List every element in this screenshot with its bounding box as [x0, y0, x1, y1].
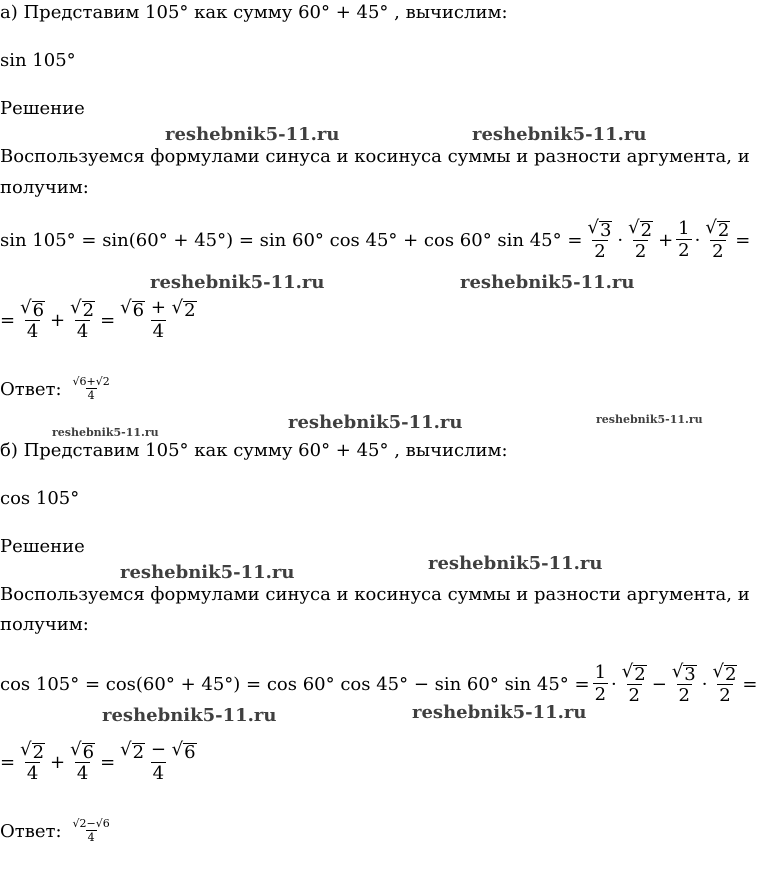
- fraction: √ 6 + √ 2 4: [120, 297, 196, 342]
- sqrt-icon: √ 2: [70, 297, 95, 321]
- sqrt-icon: √ 6: [171, 739, 196, 763]
- fraction: √ 2 2: [712, 661, 737, 706]
- answer-label: Ответ:: [0, 820, 62, 842]
- part-a-text-line2: получим:: [0, 177, 89, 198]
- sqrt-icon: √ 2: [20, 739, 45, 763]
- watermark: reshebnik5-11.ru: [596, 413, 703, 426]
- sqrt-icon: √ 2: [712, 661, 737, 685]
- part-b-equation-2: = √ 2 4 + √ 6 4 = √ 2 − √ 6 4: [0, 740, 202, 785]
- part-a-text-line1: Воспользуемся формулами синуса и косинуса суммы и разности аргумента, и: [0, 146, 750, 167]
- watermark: reshebnik5-11.ru: [52, 426, 159, 439]
- part-b-eq1-lhs: cos 105° = cos(60° + 45°) = cos 60° cos 45° − sin 60° sin 45° =: [0, 673, 590, 695]
- fraction: √ 2 2: [621, 661, 646, 706]
- fraction: √ 3 2: [671, 661, 696, 706]
- fraction: √ 3 2: [587, 217, 612, 262]
- watermark: reshebnik5-11.ru: [460, 272, 635, 293]
- sqrt-icon: √ 2: [628, 217, 653, 241]
- watermark: reshebnik5-11.ru: [428, 553, 603, 574]
- watermark: reshebnik5-11.ru: [102, 705, 277, 726]
- part-a-equation-2: = √ 6 4 + √ 2 4 = √ 6 + √ 2 4: [0, 298, 202, 343]
- fraction: √ 6 4: [70, 739, 95, 784]
- sqrt-icon: √ 2: [171, 297, 196, 321]
- part-a-equation-1: sin 105° = sin(60° + 45°) = sin 60° cos 45° + cos 60° sin 45° = √ 3 2 · √ 2 2 + $\frac{1}{2}$ · √ 2 2 =: [0, 217, 751, 262]
- fraction: $\frac{1}{2}$: [678, 218, 690, 261]
- part-b-text-line2: получим:: [0, 614, 89, 635]
- part-a-task: sin 105°: [0, 50, 76, 71]
- part-b-text-line1: Воспользуемся формулами синуса и косинуса суммы и разности аргумента, и: [0, 584, 750, 605]
- watermark: reshebnik5-11.ru: [165, 124, 340, 145]
- part-b-equation-1: cos 105° = cos(60° + 45°) = cos 60° cos 45° − sin 60° sin 45° = $\frac{1}{2}$ · √ 2 2 − √ 3 2 · √ 2 2 =: [0, 661, 758, 706]
- answer-label: Ответ:: [0, 378, 62, 400]
- part-b-intro: б) Представим 105° как сумму 60° + 45° , вычислим:: [0, 440, 508, 461]
- part-a-intro: а) Представим 105° как сумму 60° + 45° , вычислим:: [0, 2, 508, 23]
- watermark: reshebnik5-11.ru: [288, 412, 463, 433]
- fraction: √ 2 2: [628, 217, 653, 262]
- fraction: $\frac{1}{2}$: [594, 662, 607, 705]
- part-b-solution-heading: Решение: [0, 536, 85, 557]
- watermark: reshebnik5-11.ru: [472, 124, 647, 145]
- part-b-task: cos 105°: [0, 488, 80, 509]
- watermark: reshebnik5-11.ru: [150, 272, 325, 293]
- sqrt-icon: √ 6: [20, 297, 45, 321]
- sqrt-icon: √ 6: [70, 739, 95, 763]
- sqrt-icon: √ 2: [120, 739, 145, 763]
- sqrt-icon: √ 2: [705, 217, 730, 241]
- sqrt-icon: √ 3: [587, 217, 612, 241]
- part-b-answer: [0, 818, 115, 844]
- fraction: √ 2 − √ 6 4: [120, 739, 196, 784]
- fraction: √ 2 4: [20, 739, 45, 784]
- fraction: √ 6 4: [20, 297, 45, 342]
- answer-fraction: $\frac{√2-√6}{4}$: [72, 817, 110, 845]
- fraction: √ 2 2: [705, 217, 730, 262]
- part-a-solution-heading: Решение: [0, 98, 85, 119]
- watermark: reshebnik5-11.ru: [412, 702, 587, 723]
- part-a-eq1-lhs: sin 105° = sin(60° + 45°) = sin 60° cos 45° + cos 60° sin 45° =: [0, 229, 583, 251]
- watermark: reshebnik5-11.ru: [120, 562, 295, 583]
- sqrt-icon: √ 3: [671, 661, 696, 685]
- answer-fraction: $\frac{√6+√2}{4}$: [72, 375, 110, 403]
- sqrt-icon: √ 6: [120, 297, 145, 321]
- fraction: √ 2 4: [70, 297, 95, 342]
- part-a-answer: [0, 376, 115, 402]
- sqrt-icon: √ 2: [621, 661, 646, 685]
